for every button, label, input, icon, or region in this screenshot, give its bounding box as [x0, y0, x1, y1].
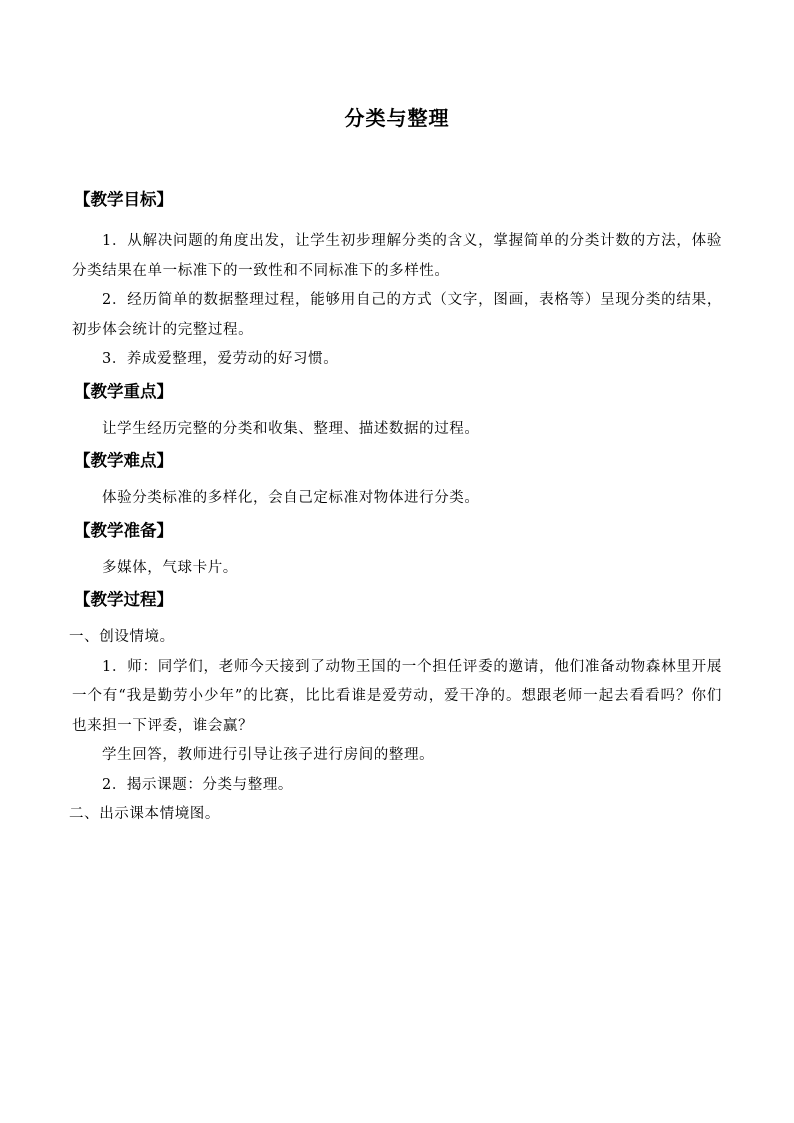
process-step-item: 1．师：同学们，老师今天接到了动物王国的一个担任评委的邀请，他们准备动物森林里开展一个有“我是勤劳小少年”的比赛，比比看谁是爱劳动，爱干净的。想跟老师一起去看看吗？你们也来担一下评委，谁会赢？ — [72, 658, 722, 734]
section-heading-preparation: 【教学准备】 — [74, 520, 173, 540]
preparation-text: 多媒体，气球卡片。 — [102, 559, 238, 576]
key-points-text: 让学生经历完整的分类和收集、整理、描述数据的过程。 — [102, 420, 480, 437]
process-step-title: 一、创设情境。 — [69, 629, 175, 645]
objective-item: 3．养成爱整理，爱劳动的好习惯。 — [102, 351, 339, 367]
section-process — [69, 585, 722, 830]
objective-item: 2．经历简单的数据整理过程，能够用自己的方式（文字，图画，表格等）呈现分类的结果，初步体会统计的完整过程。 — [72, 292, 722, 338]
section-objectives — [72, 185, 722, 375]
section-heading-objectives: 【教学目标】 — [74, 190, 173, 209]
section-key-points — [72, 377, 722, 445]
process-step-title: 二、出示课本情境图。 — [69, 806, 220, 822]
section-heading-process: 【教学过程】 — [74, 590, 173, 609]
process-step-item: 学生回答，教师进行引导让孩子进行房间的整理。 — [102, 747, 435, 763]
objective-item: 1．从解决问题的角度出发，让学生初步理解分类的含义，掌握简单的分类计数的方法，体验分类结果在单一标准下的一致性和不同标准下的多样性。 — [72, 233, 722, 279]
document-body — [69, 185, 722, 830]
section-difficulties — [72, 446, 722, 514]
page-title: 分类与整理 — [344, 106, 450, 130]
section-heading-difficulties: 【教学难点】 — [74, 451, 173, 470]
section-heading-key-points: 【教学重点】 — [74, 381, 173, 401]
section-preparation — [72, 516, 722, 584]
difficulties-text: 体验分类标准的多样化，会自己定标准对物体进行分类。 — [102, 490, 480, 506]
process-step-item: 2．揭示课题：分类与整理。 — [102, 776, 294, 793]
